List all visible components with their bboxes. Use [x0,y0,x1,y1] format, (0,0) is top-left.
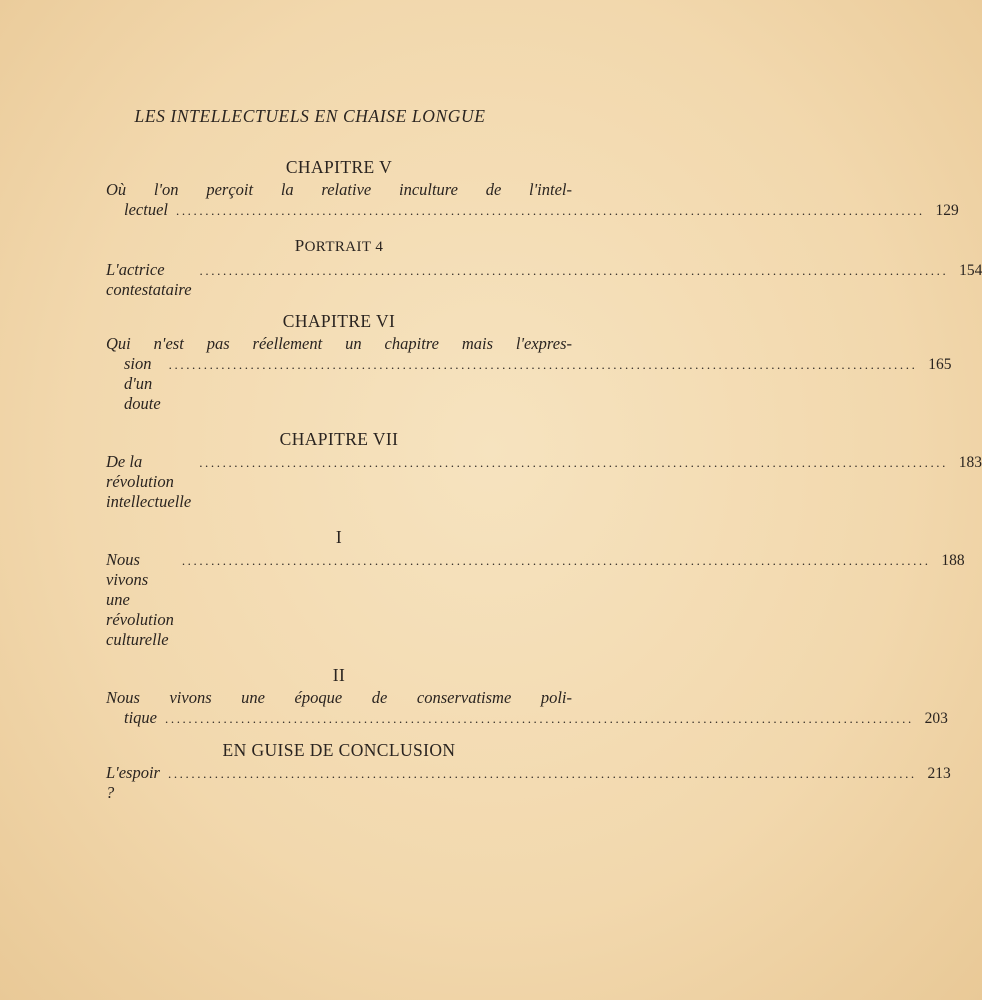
toc-entry-line: Qui n'est pas réellement un chapitre mais l'expres- [106,334,572,353]
page-number: 154 [959,262,982,279]
table-of-contents [106,154,982,803]
page-number: 129 [935,202,959,219]
toc-entry-last-line [106,260,982,300]
toc-entry-title-end: tique [124,708,157,727]
chapter-heading: CHAPITRE V [285,157,393,177]
toc-entry-title: L'espoir ? [106,763,160,802]
toc-entry-last-line [106,354,952,414]
toc-entry-title-end: lectuel [124,200,168,219]
toc-entry-title: L'actrice contestataire [106,260,192,299]
leader-dots: ................................................................................................................................ [199,263,949,278]
toc-entry [106,260,982,300]
leader-dots: ................................................................................................................................ [199,455,949,470]
toc-entry-title-end: sion d'un doute [124,354,161,413]
page-number: 188 [941,552,965,569]
toc-entry-last-line [106,452,982,512]
leader-dots: ................................................................................................................................ [168,357,918,372]
portrait-heading-initial: P [294,236,305,255]
leader-dots: ................................................................................................................................ [181,553,931,568]
leader-dots: ................................................................................................................................ [167,766,917,781]
toc-entry [106,452,982,512]
toc-entry [106,550,965,650]
toc-entry-title: De la révolution intellectuelle [106,452,192,511]
running-head: LES INTELLECTUELS EN CHAISE LONGUE [134,106,486,126]
chapter-heading: CHAPITRE VII [279,429,399,449]
toc-entry-last-line [106,708,948,729]
page-number: 213 [927,765,951,782]
toc-entry [106,180,959,221]
toc-entry-last-line [106,763,951,803]
part-heading: I [335,527,343,547]
page-number: 203 [924,710,948,727]
leader-dots: ................................................................................................................................ [175,203,925,218]
page-number: 165 [928,356,952,373]
toc-entry [106,763,951,803]
part-heading: II [332,665,346,685]
leader-dots: ................................................................................................................................ [165,711,914,726]
toc-entry-last-line [106,550,965,650]
toc-entry-line: Nous vivons une époque de conservatisme poli- [106,688,572,707]
toc-entry-last-line [106,200,959,221]
toc-entry-title: Nous vivons une révolution culturelle [106,550,174,649]
portrait-heading [106,233,572,260]
conclusion-heading: EN GUISE DE CONCLUSION [222,740,456,760]
portrait-heading-rest: ORTRAIT 4 [304,239,384,255]
toc-entry [106,688,948,729]
toc-entry [106,334,952,414]
toc-entry-line: Où l'on perçoit la relative inculture de l'intel- [106,180,572,199]
page-number: 183 [958,454,982,471]
chapter-heading: CHAPITRE VI [282,311,396,331]
